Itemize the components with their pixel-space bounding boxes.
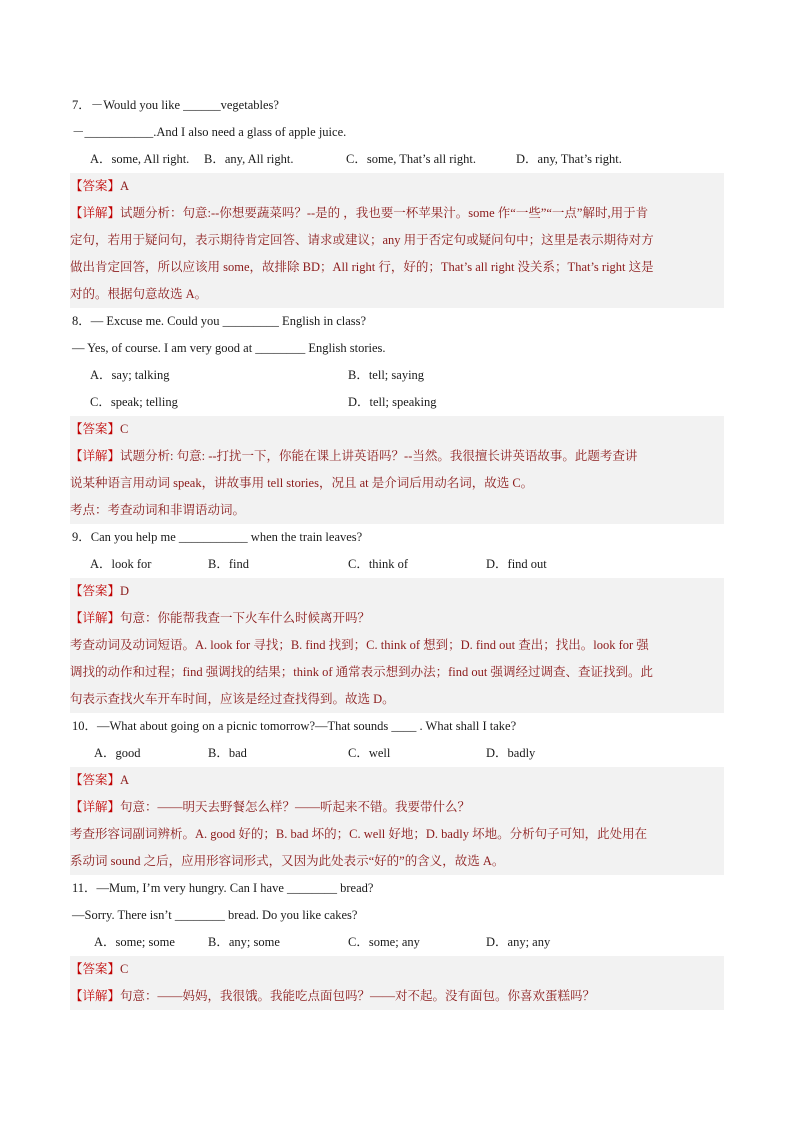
detail-line — [70, 794, 724, 821]
answer-line — [70, 578, 724, 605]
options-row — [70, 929, 724, 956]
option-a: A．good — [94, 746, 141, 760]
detail-tag: 【详解】 — [70, 206, 121, 220]
detail-tag: 【详解】 — [70, 800, 121, 814]
options-row — [70, 362, 724, 389]
answer-line — [70, 956, 724, 983]
question-11 — [70, 875, 724, 1010]
answer-tag: 【答案】 — [70, 962, 121, 976]
detail-line: 做出肯定回答，所以应该用 some，故排除 BD；All right 行，好的；That’s all right 没关系；That’s right 这是 — [70, 260, 654, 274]
option-a: A．say; talking — [90, 368, 170, 382]
option-d: D．badly — [486, 746, 536, 760]
option-d: D．find out — [486, 557, 547, 571]
detail-line: 句表示查找火车开车时间，应该是经过查找得到。故选 D。 — [70, 692, 395, 706]
detail-tag: 【详解】 — [70, 449, 121, 463]
detail-line: 定句，若用于疑问句，表示期待肯定回答、请求或建议；any 用于否定句或疑问句中；这里是表示期待对方 — [70, 233, 654, 247]
option-d: D．tell; speaking — [348, 395, 437, 409]
question-10 — [70, 713, 724, 875]
detail-tag: 【详解】 — [70, 989, 121, 1003]
answer-block — [70, 956, 724, 1010]
options-row — [70, 389, 724, 416]
question-7 — [70, 92, 724, 308]
answer-value: C — [120, 422, 129, 436]
answer-block — [70, 173, 724, 308]
answer-block — [70, 578, 724, 713]
detail-text: 试题分析: 句意: --打扰一下，你能在课上讲英语吗？--当然。我很擅长讲英语故事。此题考查讲 — [120, 449, 638, 463]
option-b: B．bad — [208, 746, 247, 760]
option-c: C．speak; telling — [90, 395, 178, 409]
options-row — [70, 146, 724, 173]
detail-line: 对的。根据句意故选 A。 — [70, 287, 208, 301]
option-b: B．tell; saying — [348, 368, 425, 382]
answer-value: D — [120, 584, 130, 598]
detail-text: 试题分析：句意:--你想要蔬菜吗？--是的 ，我也要一杯苹果汁。some 作“一些”“一点”解时,用于肯 — [120, 206, 649, 220]
question-stem: — Yes, of course. I am very good at ________ English stories. — [72, 341, 386, 355]
option-c: C．well — [348, 746, 391, 760]
option-d: D．any, That’s right. — [516, 152, 622, 166]
answer-line — [70, 767, 724, 794]
option-a: A．some; some — [94, 935, 175, 949]
option-b: B．any; some — [208, 935, 280, 949]
question-stem: －___________.And I also need a glass of apple juice. — [72, 125, 347, 139]
detail-line — [70, 605, 724, 632]
detail-text: 句意：——明天去野餐怎么样？——听起来不错。我要带什么？ — [120, 800, 471, 814]
question-stem: 8．— Excuse me. Could you _________ English in class? — [72, 314, 367, 328]
document-page — [70, 92, 724, 1010]
detail-text: 句意：——妈妈，我很饿。我能吃点面包吗？——对不起。没有面包。你喜欢蛋糕吗？ — [120, 989, 596, 1003]
answer-line — [70, 173, 724, 200]
detail-line: 说某种语言用动词 speak，讲故事用 tell stories，况且 at 是介词后用动名词，故选 C。 — [70, 476, 534, 490]
detail-line — [70, 443, 724, 470]
option-b: B．find — [208, 557, 249, 571]
answer-tag: 【答案】 — [70, 179, 121, 193]
question-stem: 7．－Would you like ______vegetables? — [72, 98, 279, 112]
question-stem: 11．—Mum, I’m very hungry. Can I have ________ bread? — [72, 881, 374, 895]
option-d: D．any; any — [486, 935, 551, 949]
answer-line — [70, 416, 724, 443]
options-row — [70, 740, 724, 767]
option-a: A．some, All right. — [90, 152, 190, 166]
detail-line: 考查动词及动词短语。A. look for 寻找；B. find 找到；C. think of 想到；D. find out 查出；找出。look for 强 — [70, 638, 649, 652]
detail-line: 调找的动作和过程；find 强调找的结果；think of 通常表示想到办法；find out 强调经过调查、查证找到。此 — [70, 665, 653, 679]
detail-tag: 【详解】 — [70, 611, 121, 625]
answer-block — [70, 767, 724, 875]
question-8 — [70, 308, 724, 524]
options-row — [70, 551, 724, 578]
answer-tag: 【答案】 — [70, 584, 121, 598]
option-b: B．any, All right. — [204, 152, 294, 166]
answer-tag: 【答案】 — [70, 773, 121, 787]
answer-block — [70, 416, 724, 524]
detail-text: 句意：你能帮我查一下火车什么时候离开吗？ — [120, 611, 371, 625]
question-stem: 10．—What about going on a picnic tomorrow?—That sounds ____ . What shall I take? — [72, 719, 517, 733]
option-c: C．some, That’s all right. — [346, 152, 476, 166]
answer-value: A — [120, 179, 130, 193]
detail-line: 考查形容词副词辨析。A. good 好的；B. bad 坏的；C. well 好地；D. badly 坏地。分析句子可知，此处用在 — [70, 827, 648, 841]
detail-line: 系动词 sound 之后，应用形容词形式，又因为此处表示“好的”的含义，故选 A。 — [70, 854, 505, 868]
option-c: C．think of — [348, 557, 409, 571]
answer-value: C — [120, 962, 129, 976]
answer-value: A — [120, 773, 130, 787]
question-stem: —Sorry. There isn’t ________ bread. Do you like cakes? — [72, 908, 358, 922]
detail-line — [70, 200, 724, 227]
answer-tag: 【答案】 — [70, 422, 121, 436]
question-stem: 9．Can you help me ___________ when the train leaves? — [72, 530, 363, 544]
detail-line — [70, 983, 724, 1010]
question-9 — [70, 524, 724, 713]
option-a: A．look for — [90, 557, 152, 571]
option-c: C．some; any — [348, 935, 420, 949]
detail-line: 考点：考查动词和非谓语动词。 — [70, 503, 246, 517]
